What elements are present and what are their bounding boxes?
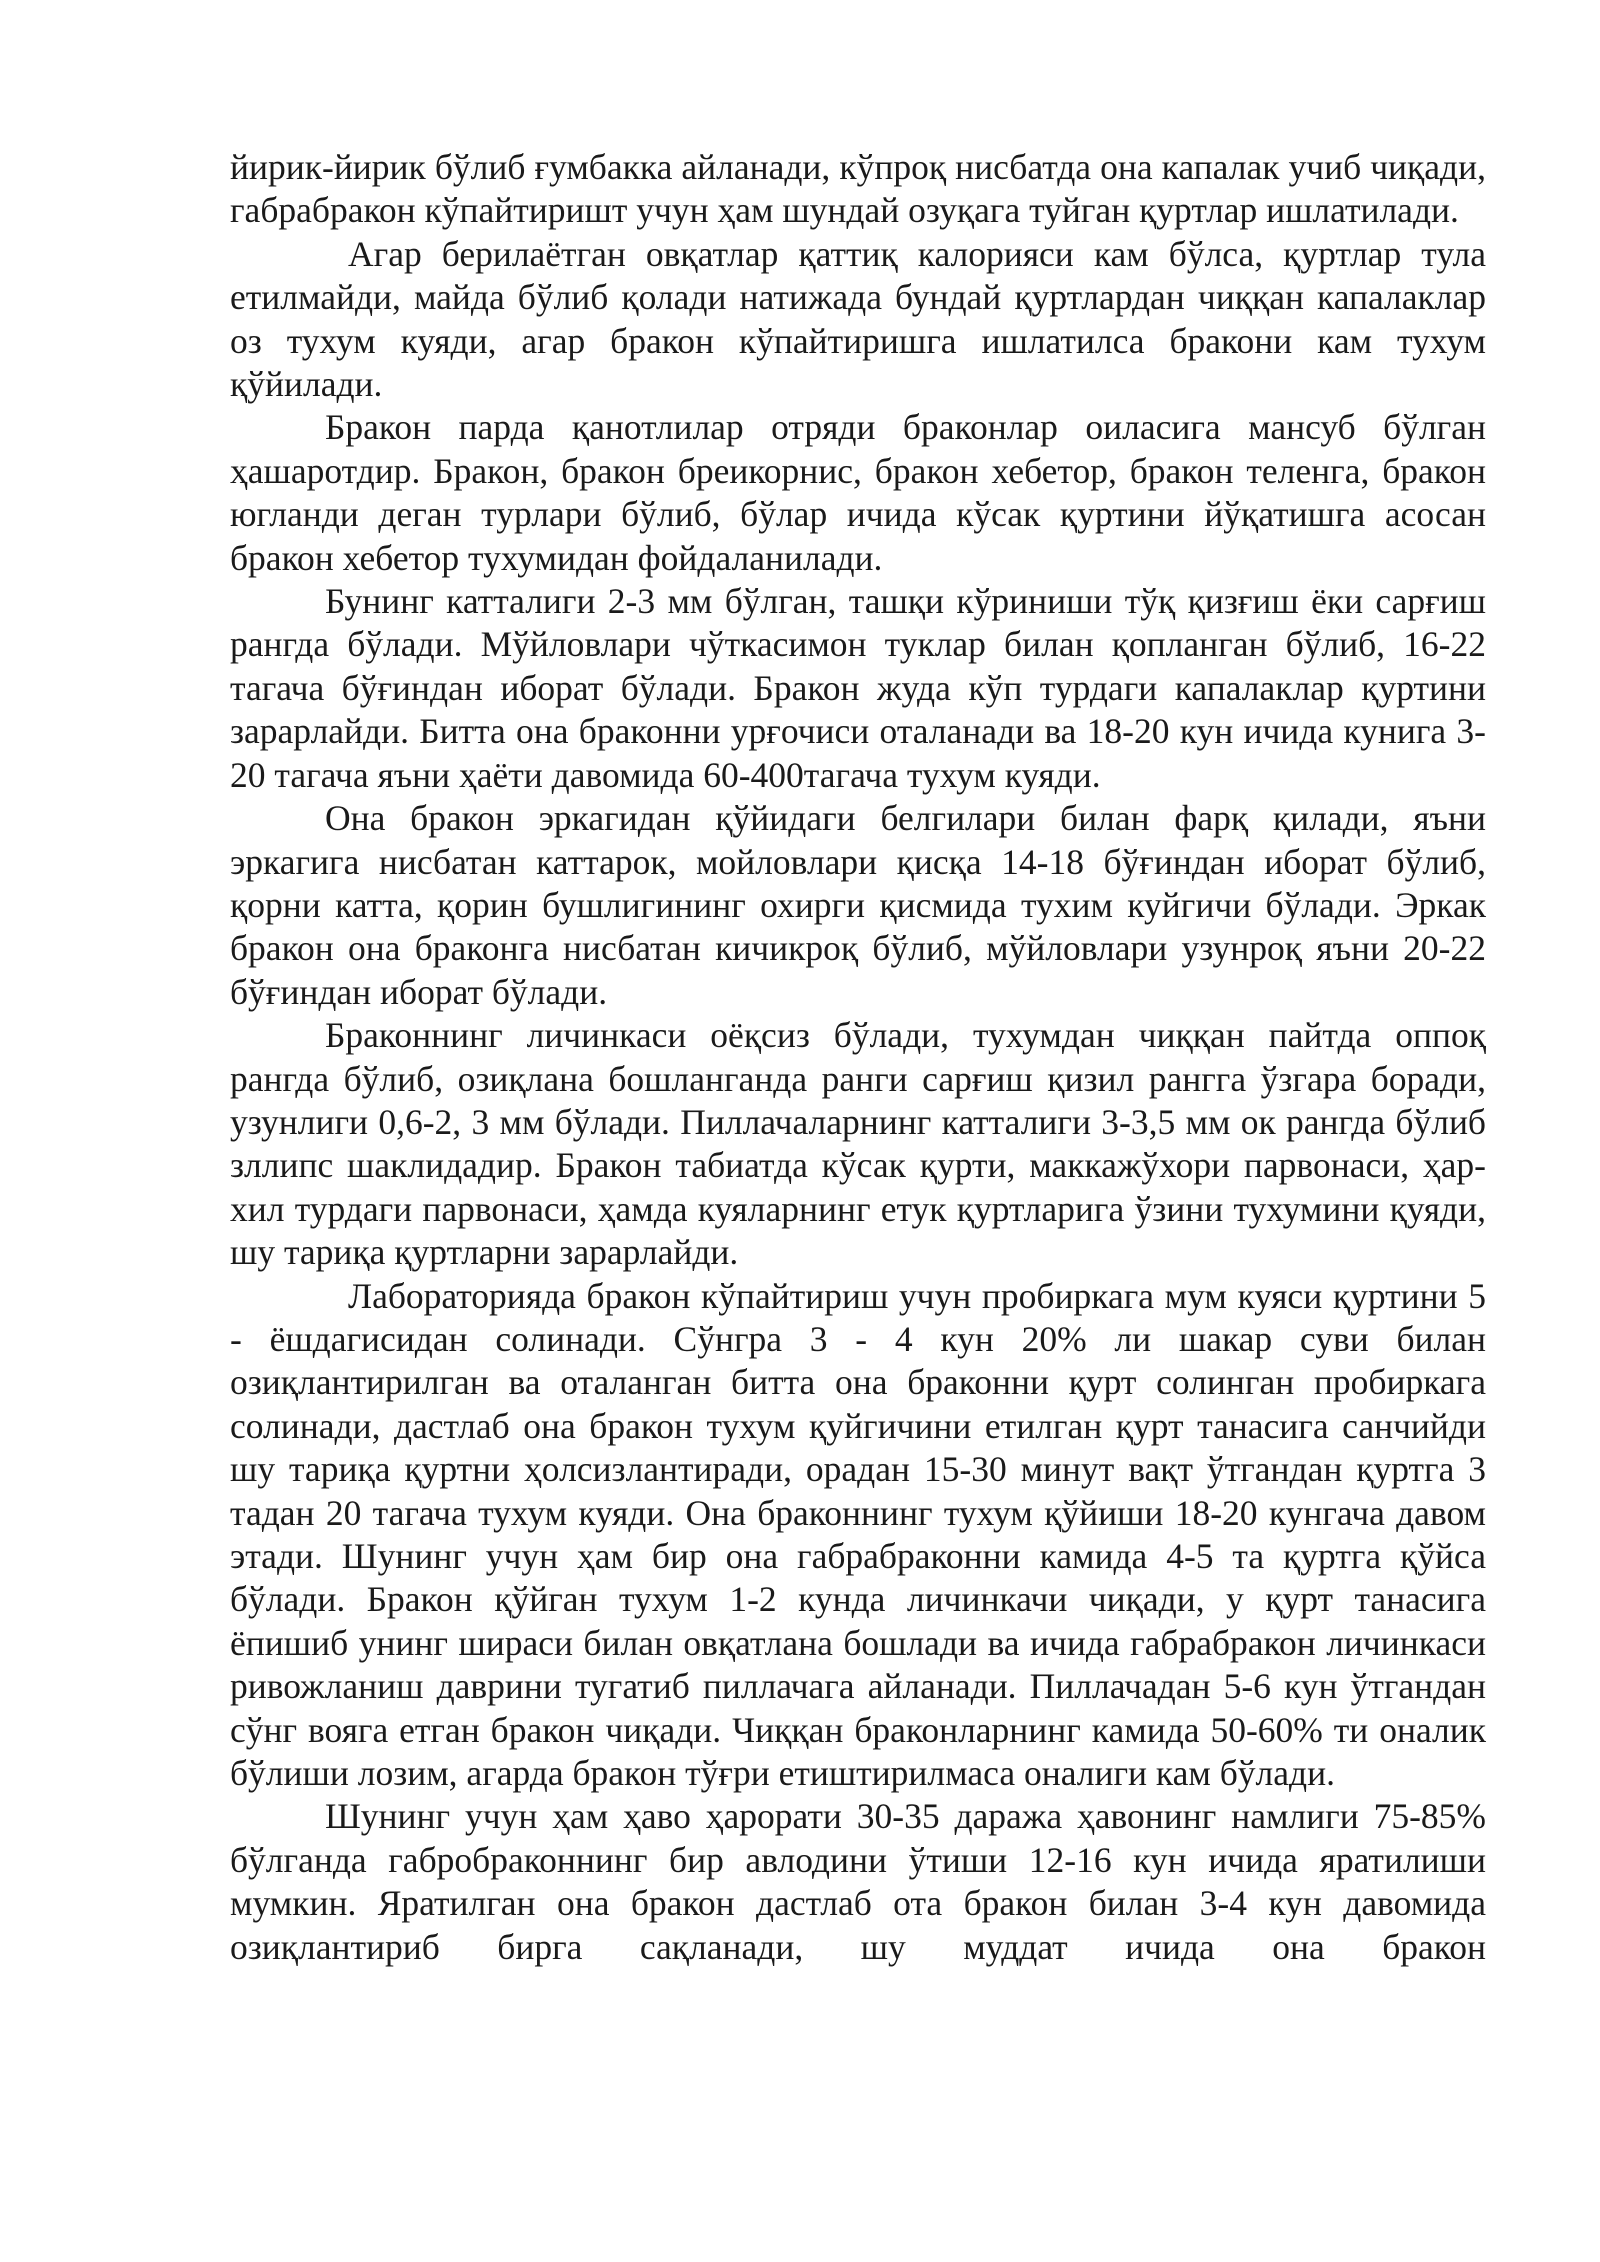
paragraph-5: Она бракон эркагидан қўйидаги белгилари билан фарқ қилади, яъни эркагига нисбатан каттарок, мойловлари қисқа 14-18 бўғиндан иборат бўлиб, қорни катта, қорин бушлигининг охирги қисмида тухим куйгичи бўлади. Эркак бракон она браконга нисбатан кичикроқ бўлиб, мўйловлари узунроқ яъни 20-22 бўғиндан иборат бўлади. bbox=[230, 798, 1486, 1012]
paragraph-8: Шунинг учун ҳам ҳаво ҳарорати 30-35 даражa ҳавонинг намлиги 75-85% бўлганда габробраконнинг бир авлодини ўтиши 12-16 кун ичида яратилиши мумкин. Яратилган она бракон дастлаб ота бракон билан 3-4 кун давомида озиқлантириб бирга сақланади, шу муддат ичида она бракон bbox=[230, 1796, 1486, 1967]
paragraph-2: Агар берилаётган овқатлар қаттиқ калорияси кам бўлса, қуртлар тула етилмайди, майда бўлиб қолади натижада бундай қуртлардан чиққан капалаклар оз тухум куяди, агар бракон кўпайтиришга ишлатилса бракони кам тухум қўйилади. bbox=[230, 233, 1486, 405]
document-page bbox=[230, 146, 1486, 1969]
paragraph-7: Лабораторияда бракон кўпайтириш учун пробиркага мум куяси қуртини 5 - ёшдагисидан солинади. Сўнгра 3 - 4 кун 20% ли шакар суви билан озиқлантирилган ва оталанган битта она браконни қурт солинган пробиркага солинади, дастлаб она бракон тухум қуйгичини етилган қурт танасига санчийди шу тариқа қуртни ҳолсизлантиради, орадан 15-30 минут вақт ўтгандан қуртга 3 тадан 20 тагача тухум куяди. Она браконнинг тухум қўйиши 18-20 кунгача давом этади. Шунинг учун ҳам бир она габрабраконни камида 4-5 та қуртга қўйса бўлади. Бракон қўйган тухум 1-2 кунда личинкачи чиқади, у қурт танасига ёпишиб унинг шираси билан овқатлана бошлади ва ичида габрабракон личинкаси ривожланиш даврини тугатиб пиллачага айланади. Пиллачадан 5-6 кун ўтгандан сўнг вояга етган бракон чиқади. Чиққан браконларнинг камида 50-60% ти оналик бўлиши лозим, агарда бракон тўғри етиштирилмаса оналиги кам бўлади. bbox=[230, 1275, 1486, 1794]
paragraph-4: Бунинг катталиги 2-3 мм бўлган, ташқи кўриниши тўқ қизғиш ёки сарғиш рангда бўлади. Мўйловлари чўткасимон туклар билан қопланган бўлиб, 16-22 тагача бўғиндан иборат бўлади. Бракон жуда кўп турдаги капалаклар қуртини зарарлайди. Битта она браконни урғочиси оталанади ва 18-20 кун ичида кунига 3-20 тагача яъни ҳаёти давомида 60-400тагача тухум куяди. bbox=[230, 581, 1486, 795]
paragraph-3: Бракон парда қанотлилар отряди браконлар оиласига мансуб бўлган ҳашаротдир. Бракон, бракон бреикорнис, бракон хебетор, бракон теленга, бракон югланди деган турлари бўлиб, бўлар ичида кўсак қуртини йўқатишга асосан бракон хебетор тухумидан фойдаланилади. bbox=[230, 407, 1486, 578]
paragraph-6: Браконнинг личинкаси оёқсиз бўлади, тухумдан чиққан пайтда оппоқ рангда бўлиб, озиқлана бошланганда ранги сарғиш қизил рангга ўзгара боради, узунлиги 0,6-2, 3 мм бўлади. Пиллачаларнинг катталиги 3-3,5 мм ок рангда бўлиб зллипс шаклидадир. Бракон табиатда кўсак қурти, маккажўхори парвонаси, ҳар-хил турдаги парвонаси, ҳамда куяларнинг етук қуртларига ўзини тухумини қуяди, шу тариқа қуртларни зарарлайди. bbox=[230, 1015, 1486, 1273]
paragraph-1: йирик-йирик бўлиб ғумбакка айланади, кўпроқ нисбатда она капалак учиб чиқади, габрабракон кўпайтиришт учун ҳам шундай озуқага туйган қуртлар ишлатилади. bbox=[230, 147, 1486, 231]
